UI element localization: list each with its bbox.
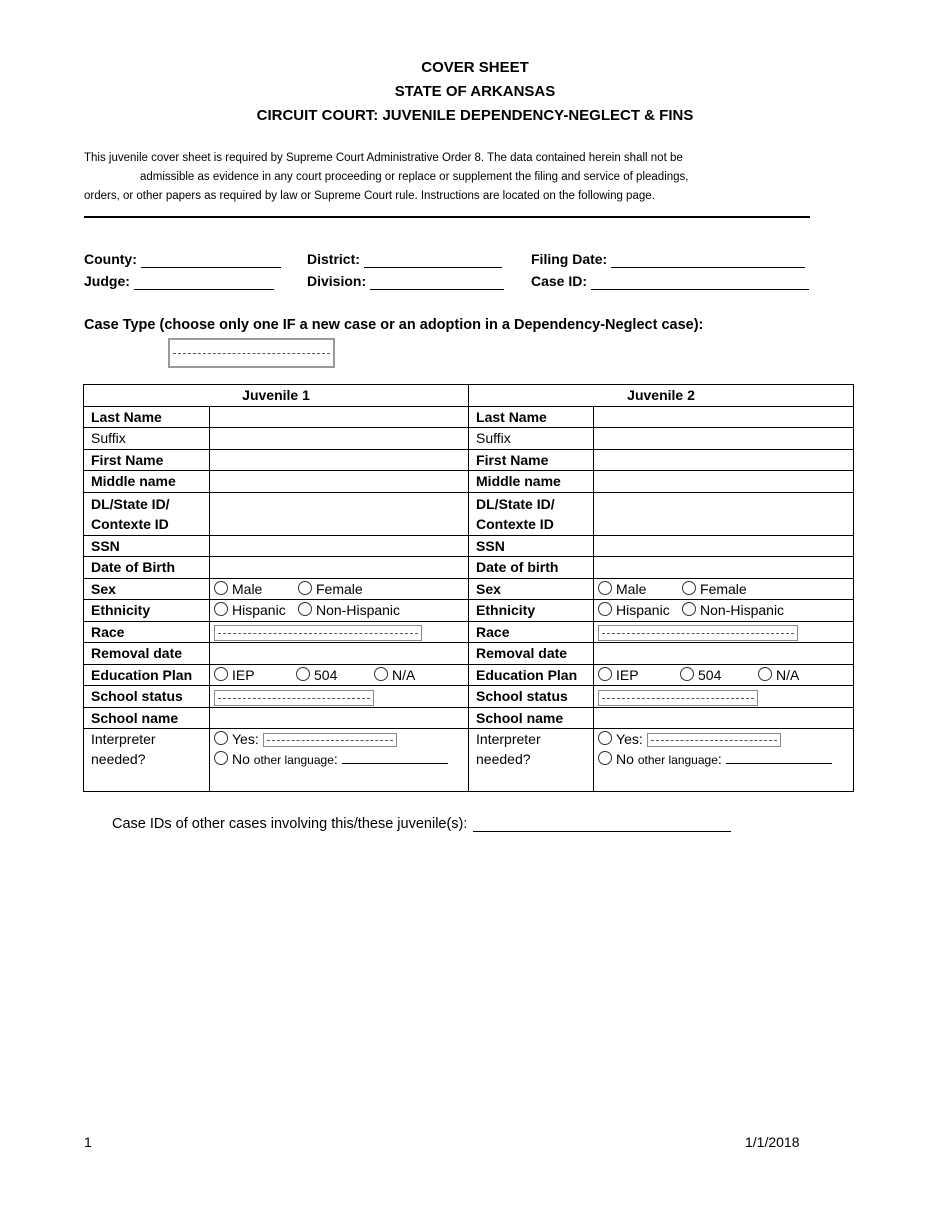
j2-school-status-placeholder [602,698,754,699]
j1-last-name-label: Last Name [84,406,210,428]
j2-race-label: Race [469,621,594,643]
j1-edu-504-option[interactable] [296,665,374,685]
j1-edu-iep-option[interactable] [214,665,296,685]
filing-date-input[interactable] [611,253,805,268]
intro-line-2: admissible as evidence in any court proceeding or replace or supplement the filing and service of pleadings, [140,171,689,183]
j2-interpreter-no-row [598,749,849,770]
j2-ethnicity-hispanic-label: Hispanic [616,602,670,619]
radio-icon[interactable] [680,667,694,681]
intro-paragraph [84,149,784,206]
j2-suffix-input[interactable] [594,428,854,450]
radio-icon[interactable] [214,731,228,745]
district-input[interactable] [364,253,502,268]
j2-sex-female-label: Female [700,580,747,597]
table-row [84,729,854,792]
table-row [84,428,854,450]
j2-sex-male-label: Male [616,580,647,597]
table-row [84,707,854,729]
j1-dob-label: Date of Birth [84,557,210,579]
j2-interpreter-language-dropdown[interactable] [647,733,781,747]
filing-date-label: Filing Date: [531,251,608,267]
j2-interpreter-yes-row [598,729,849,749]
j1-ethnicity-non-hispanic-label: Non-Hispanic [316,602,401,619]
j1-dl-state-id-label [84,492,210,535]
table-row [84,449,854,471]
j2-other-language-colon: : [717,751,722,767]
j1-ethnicity-hispanic-option[interactable] [214,600,298,620]
j2-last-name-input[interactable] [594,406,854,428]
radio-icon[interactable] [598,581,612,595]
j1-interpreter-label [84,729,210,792]
j2-last-name-label: Last Name [469,406,594,428]
radio-icon[interactable] [598,667,612,681]
case-id-input[interactable] [591,275,809,290]
j1-interpreter-language-dropdown[interactable] [263,733,397,747]
table-row [84,578,854,600]
j2-first-name-input[interactable] [594,449,854,471]
j2-removal-date-input[interactable] [594,643,854,665]
j2-first-name-label: First Name [469,449,594,471]
j1-sex-male-label: Male [232,580,263,597]
j1-dob-input[interactable] [210,557,469,579]
radio-icon[interactable] [598,602,612,616]
j2-school-name-input[interactable] [594,707,854,729]
radio-icon[interactable] [758,667,772,681]
radio-icon[interactable] [298,581,312,595]
j1-edu-504-label: 504 [314,666,338,683]
j1-sex-label: Sex [84,578,210,600]
case-type-dropdown-placeholder [173,353,330,354]
j2-ssn-input[interactable] [594,535,854,557]
juvenile-table [83,384,854,792]
radio-icon[interactable] [682,581,696,595]
j1-interpreter-language-placeholder [267,740,393,741]
other-cases-label: Case IDs of other cases involving this/these juvenile(s): [112,816,468,832]
page-number: 1 [84,1134,92,1150]
j2-ethnicity-label: Ethnicity [469,600,594,622]
j1-education-plan-label: Education Plan [84,664,210,686]
j2-interpreter-label-line2: needed? [476,751,531,767]
j2-edu-iep-option[interactable] [598,665,680,685]
division-field[interactable] [307,272,504,290]
j2-dl-state-id-label [469,492,594,535]
j1-other-language-colon: : [333,751,338,767]
j2-dl-state-id-label-line1: DL/State ID/ [476,495,555,512]
j2-dl-state-id-label-line2: Contexte ID [476,515,554,532]
table-header-row [84,385,854,407]
case-type-dropdown[interactable] [168,338,335,368]
j1-interpreter-no-label: No [232,751,250,767]
other-cases-input[interactable] [473,817,731,832]
j1-ethnicity-non-hispanic-option[interactable] [298,600,400,620]
j1-interpreter-yes-label: Yes: [232,731,259,747]
j2-ethnicity-non-hispanic-label: Non-Hispanic [700,602,785,619]
title-state: STATE OF ARKANSAS [394,83,556,100]
table-row [84,686,854,708]
j2-dob-input[interactable] [594,557,854,579]
j1-race-dropdown[interactable] [214,625,422,641]
j1-ssn-input[interactable] [210,535,469,557]
filing-date-field[interactable] [531,250,805,268]
j1-removal-date-label: Removal date [84,643,210,665]
radio-icon[interactable] [598,751,612,765]
j2-school-name-label: School name [469,707,594,729]
county-field[interactable] [84,250,281,268]
county-input[interactable] [141,253,281,268]
radio-icon[interactable] [298,602,312,616]
radio-icon[interactable] [682,602,696,616]
j1-sex-options [210,578,469,600]
table-row [84,492,854,535]
j1-ethnicity-options [210,600,469,622]
title-cover-sheet: COVER SHEET [421,59,529,76]
judge-field[interactable] [84,272,274,290]
j1-edu-na-label: N/A [392,666,416,683]
intro-line-1: This juvenile cover sheet is required by Supreme Court Administrative Order 8. The data contained herein shall not be [84,152,683,164]
j2-middle-name-label: Middle name [469,471,594,493]
j1-edu-iep-label: IEP [232,666,255,683]
j2-education-plan-label: Education Plan [469,664,594,686]
j2-interpreter-no-label: No [616,751,634,767]
j1-first-name-label: First Name [84,449,210,471]
j2-sex-female-option[interactable] [682,579,747,599]
table-row [84,643,854,665]
county-label: County: [84,251,137,267]
case-id-field[interactable] [531,272,809,290]
j2-sex-male-option[interactable] [598,579,682,599]
j2-sex-options [594,578,854,600]
j2-race-dropdown-placeholder [602,633,794,634]
j1-race-label: Race [84,621,210,643]
j2-interpreter-label [469,729,594,792]
j2-interpreter-yes-label: Yes: [616,731,643,747]
j2-interpreter-label-line1: Interpreter [476,731,541,747]
j1-school-status-cell [210,686,469,708]
judge-label: Judge: [84,273,130,289]
j2-edu-na-option[interactable] [758,665,799,685]
j1-school-name-label: School name [84,707,210,729]
division-input[interactable] [370,275,504,290]
radio-icon[interactable] [598,731,612,745]
j1-race-dropdown-placeholder [218,633,418,634]
j1-other-language-input[interactable] [342,751,448,764]
j1-middle-name-label: Middle name [84,471,210,493]
radio-icon[interactable] [214,751,228,765]
judge-input[interactable] [134,275,274,290]
j1-interpreter-label-line2: needed? [91,751,146,767]
j1-first-name-input[interactable] [210,449,469,471]
j1-suffix-input[interactable] [210,428,469,450]
j2-school-status-cell [594,686,854,708]
j1-dl-state-id-input[interactable] [210,492,469,535]
j1-ssn-label: SSN [84,535,210,557]
j1-other-language-label: other language [253,753,334,767]
j2-middle-name-input[interactable] [594,471,854,493]
j1-sex-female-option[interactable] [298,579,363,599]
j1-interpreter-yes-row [214,729,464,749]
radio-icon[interactable] [374,667,388,681]
j1-school-name-input[interactable] [210,707,469,729]
j1-dl-state-id-label-line1: DL/State ID/ [91,495,170,512]
j1-sex-male-option[interactable] [214,579,298,599]
table-row [84,664,854,686]
table-row [84,557,854,579]
j2-race-cell [594,621,854,643]
juvenile-1-header: Juvenile 1 [84,385,469,407]
j1-edu-na-option[interactable] [374,665,415,685]
j1-sex-female-label: Female [316,580,363,597]
district-label: District: [307,251,360,267]
j2-ethnicity-options [594,600,854,622]
j2-suffix-label: Suffix [469,428,594,450]
j1-school-status-label: School status [84,686,210,708]
radio-icon[interactable] [296,667,310,681]
j2-edu-na-label: N/A [776,666,800,683]
j1-ethnicity-label: Ethnicity [84,600,210,622]
j1-suffix-label: Suffix [84,428,210,450]
j2-dob-label: Date of birth [469,557,594,579]
table-row [84,621,854,643]
title-court: CIRCUIT COURT: JUVENILE DEPENDENCY-NEGLECT & FINS [256,107,694,124]
table-row [84,471,854,493]
j2-edu-504-option[interactable] [680,665,758,685]
j2-ethnicity-hispanic-option[interactable] [598,600,682,620]
j2-edu-504-label: 504 [698,666,722,683]
table-row [84,406,854,428]
j1-interpreter-options [210,729,469,792]
j1-dl-state-id-label-line2: Contexte ID [91,515,169,532]
j2-other-language-label: other language [637,753,718,767]
footer-date: 1/1/2018 [745,1134,800,1150]
other-cases-field[interactable] [112,816,731,832]
j2-school-status-label: School status [469,686,594,708]
j1-race-cell [210,621,469,643]
j2-education-plan-options [594,664,854,686]
j2-other-language-input[interactable] [726,751,832,764]
radio-icon[interactable] [214,667,228,681]
j1-removal-date-input[interactable] [210,643,469,665]
j2-ssn-label: SSN [469,535,594,557]
j2-interpreter-language-placeholder [651,740,777,741]
j2-race-dropdown[interactable] [598,625,798,641]
j2-school-status-dropdown[interactable] [598,690,758,706]
header-divider [84,216,810,218]
j2-sex-label: Sex [469,578,594,600]
division-label: Division: [307,273,367,289]
case-type-label: Case Type (choose only one IF a new case or an adoption in a Dependency-Neglect case): [84,317,704,333]
radio-icon[interactable] [214,581,228,595]
j2-edu-iep-label: IEP [616,666,639,683]
case-id-label: Case ID: [531,273,588,289]
j2-interpreter-options [594,729,854,792]
j1-interpreter-no-row [214,749,464,770]
table-row [84,600,854,622]
j1-school-status-placeholder [218,698,370,699]
radio-icon[interactable] [214,602,228,616]
j1-interpreter-label-line1: Interpreter [91,731,156,747]
j1-education-plan-options [210,664,469,686]
district-field[interactable] [307,250,502,268]
juvenile-2-header: Juvenile 2 [469,385,854,407]
j1-middle-name-input[interactable] [210,471,469,493]
j1-ethnicity-hispanic-label: Hispanic [232,602,286,619]
table-row [84,535,854,557]
j2-ethnicity-non-hispanic-option[interactable] [682,600,784,620]
j1-last-name-input[interactable] [210,406,469,428]
j2-removal-date-label: Removal date [469,643,594,665]
j2-dl-state-id-input[interactable] [594,492,854,535]
intro-line-3: orders, or other papers as required by law or Supreme Court rule. Instructions are located on the following page. [84,190,655,202]
j1-school-status-dropdown[interactable] [214,690,374,706]
